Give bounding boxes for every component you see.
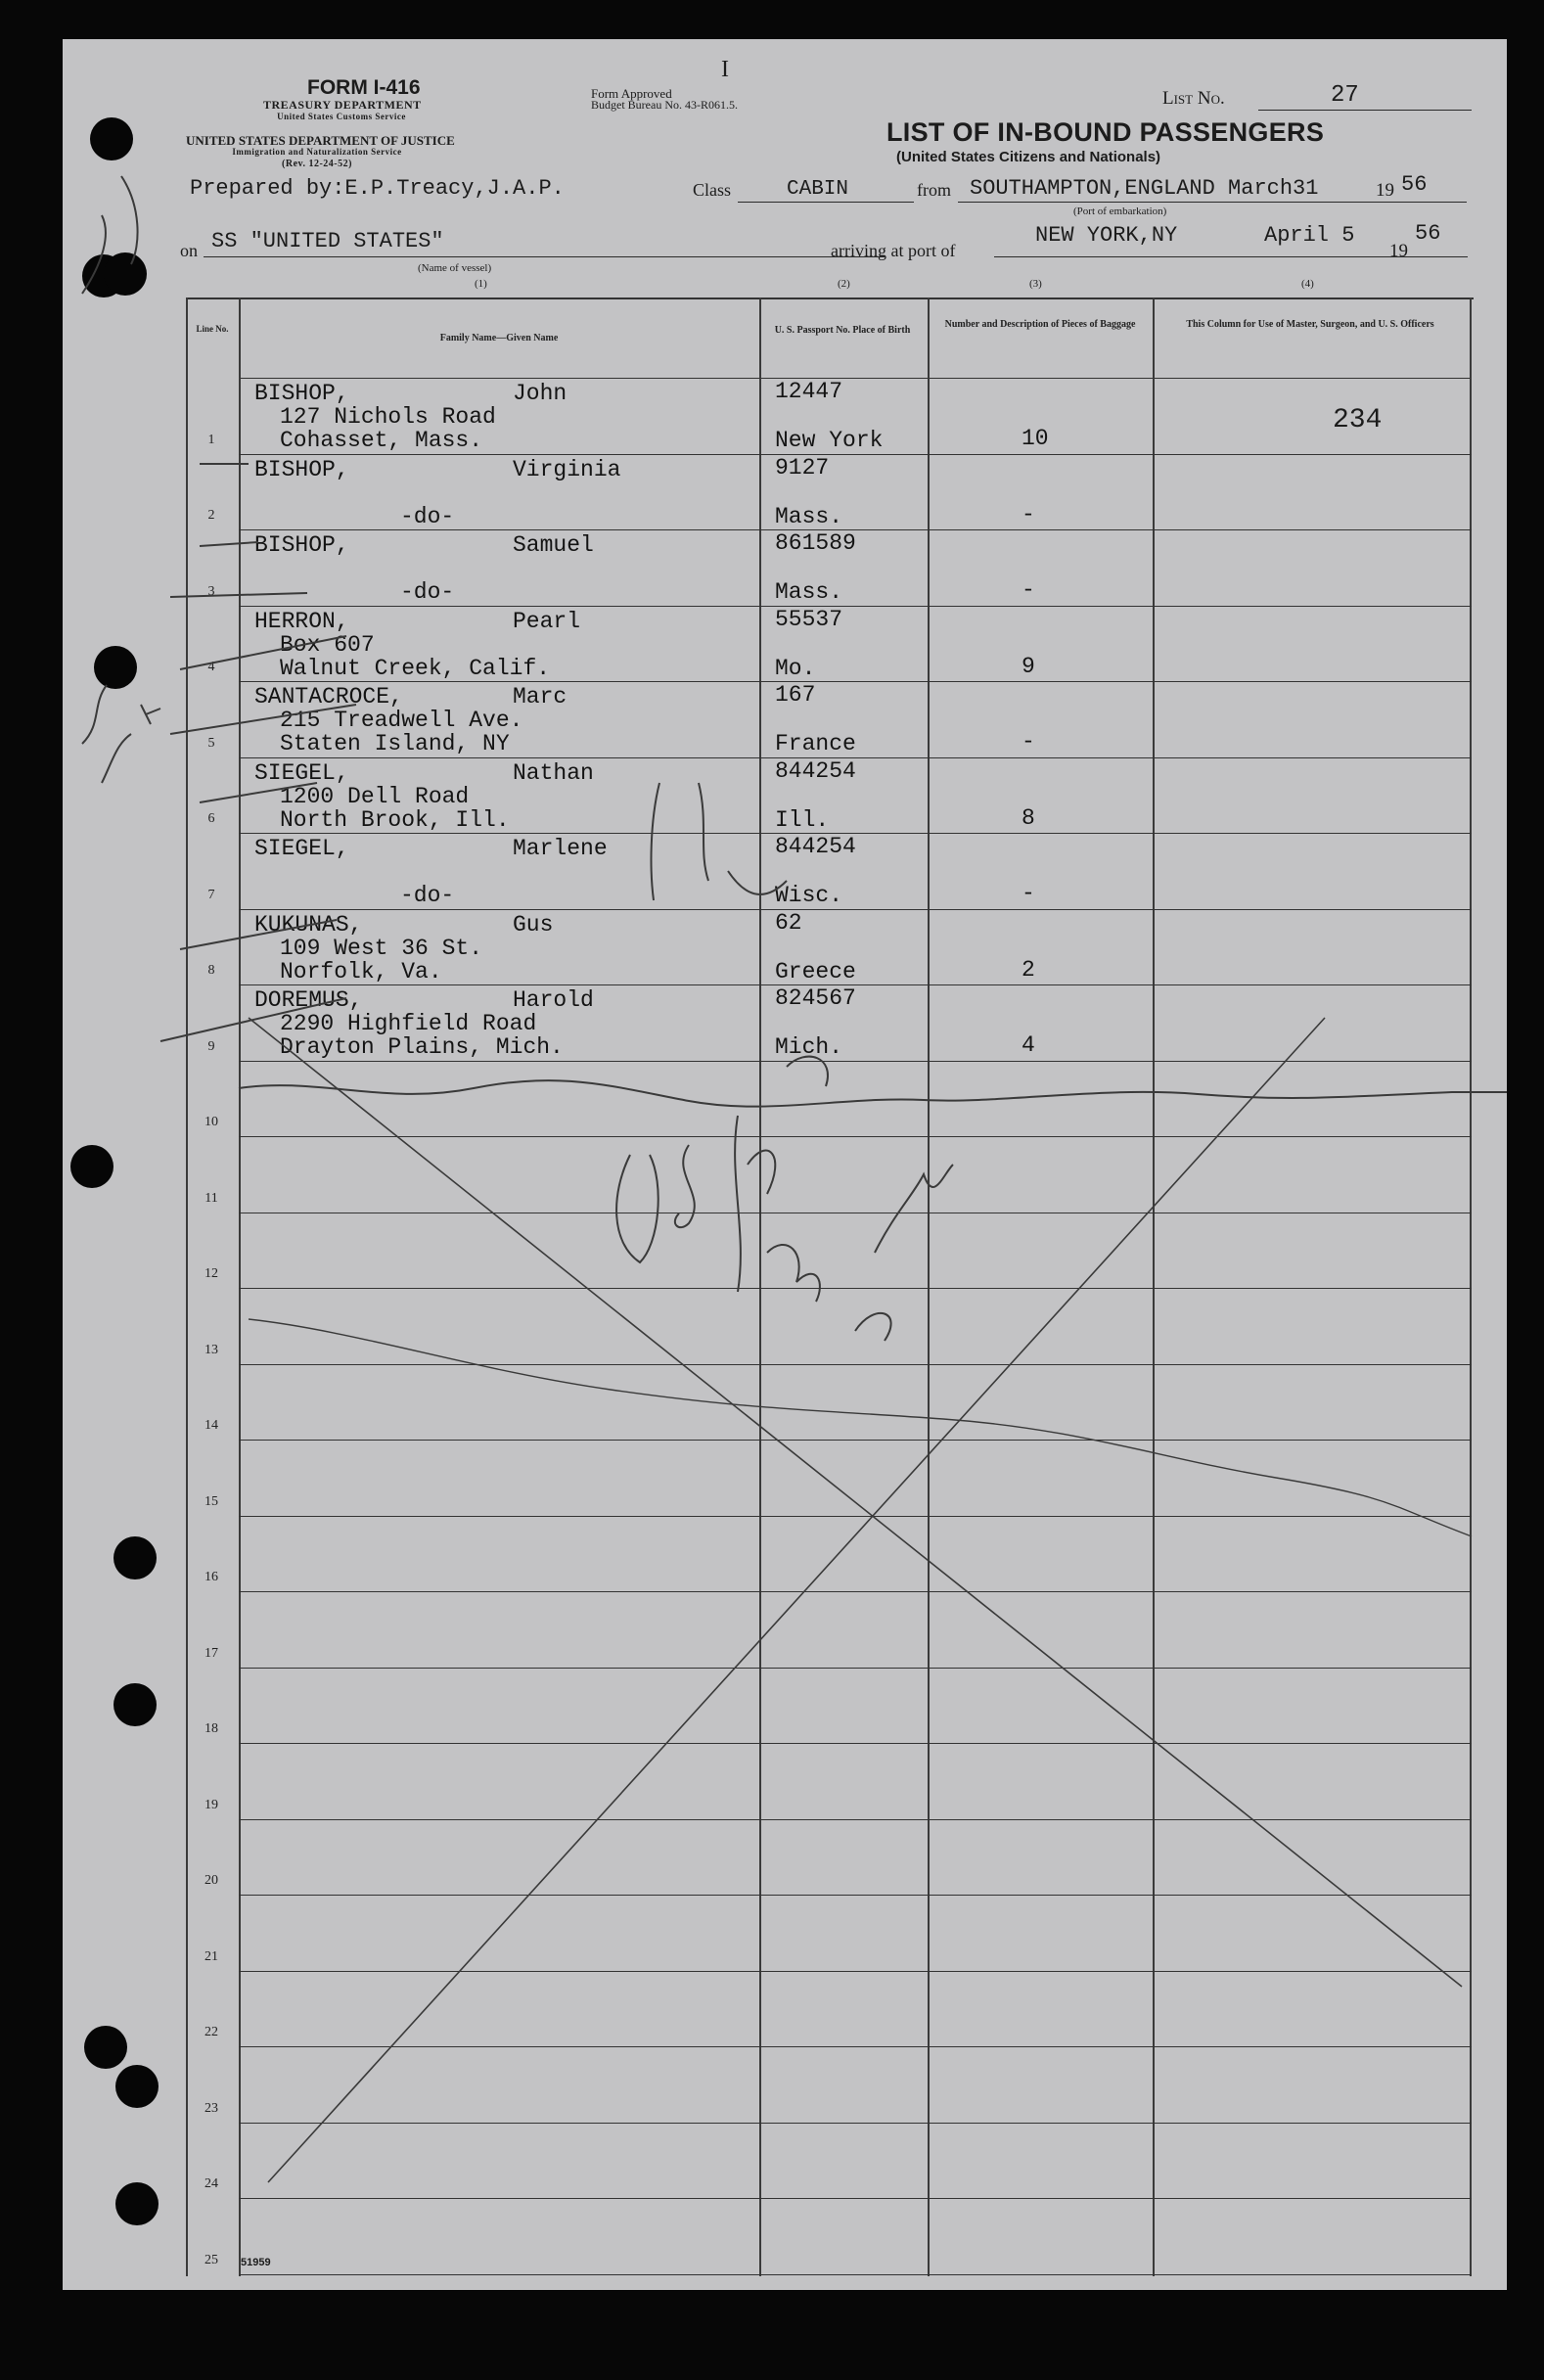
passport-number: 12447	[775, 379, 843, 404]
footer-code: 51959	[241, 2257, 271, 2268]
arrival-year: 56	[1415, 221, 1441, 246]
col-number-4: (4)	[1301, 278, 1314, 290]
from-label: from	[917, 180, 951, 200]
from-year-prefix: 19	[1376, 180, 1394, 201]
col-header-baggage: Number and Description of Pieces of Baggage	[944, 319, 1136, 330]
passport-number: 824567	[775, 985, 856, 1011]
line-number: 21	[204, 1948, 218, 1964]
line-number: 11	[204, 1190, 218, 1206]
line-number: 2	[207, 508, 215, 523]
col-number-1: (1)	[475, 278, 487, 290]
handwritten-marks	[63, 39, 1507, 2290]
line-number: 22	[204, 2025, 218, 2039]
list-no-label: List No.	[1162, 88, 1225, 109]
passenger-family-name: SANTACROCE,	[254, 684, 403, 709]
place-of-birth: Wisc.	[775, 883, 843, 908]
passenger-address-line-1: Box 607	[280, 631, 375, 658]
passenger-address-line-2: Staten Island, NY	[280, 731, 510, 756]
line-number: 9	[207, 1038, 215, 1054]
top-mark: I	[721, 57, 729, 82]
col-number-2: (2)	[838, 278, 850, 290]
passport-number: 844254	[775, 757, 856, 784]
place-of-birth: New York	[775, 428, 884, 453]
line-number: 10	[204, 1115, 218, 1129]
class-label: Class	[693, 180, 732, 200]
passenger-given-name: Samuel	[513, 532, 594, 558]
from-value: SOUTHAMPTON,ENGLAND March31	[970, 176, 1319, 201]
from-year: 56	[1401, 172, 1428, 197]
baggage-count: 10	[1022, 426, 1049, 451]
passenger-given-name: Marc	[513, 684, 568, 709]
line-number: 6	[207, 811, 215, 826]
line-number: 15	[204, 1493, 218, 1509]
baggage-count: -	[1022, 729, 1035, 755]
passenger-given-name: Harold	[513, 987, 594, 1013]
passenger-address-line-2: -do-	[400, 883, 455, 908]
list-no-value: 27	[1331, 82, 1359, 109]
passenger-given-name: John	[513, 381, 568, 406]
passenger-family-name: BISHOP,	[254, 456, 349, 482]
line-number: 24	[204, 2176, 218, 2191]
form-revision: (Rev. 12-24-52)	[282, 159, 352, 169]
baggage-count: -	[1022, 881, 1035, 906]
passenger-address-line-2: Norfolk, Va.	[280, 958, 442, 984]
place-of-birth: Ill.	[775, 806, 830, 833]
department-line-1: TREASURY DEPARTMENT	[263, 98, 422, 112]
passenger-address-line-2: North Brook, Ill.	[280, 806, 510, 833]
port-embarkation-caption: (Port of embarkation)	[1073, 206, 1167, 217]
passenger-address-line-2: -do-	[400, 503, 455, 529]
passenger-family-name: DOREMUS,	[254, 987, 363, 1013]
passenger-address-line-1: 1200 Dell Road	[280, 783, 470, 809]
place-of-birth: Mich.	[775, 1034, 843, 1060]
passenger-address-line-1: 2290 Highfield Road	[280, 1011, 537, 1036]
col-header-passport: U. S. Passport No. Place of Birth	[774, 325, 911, 336]
passenger-address-line-2: -do-	[400, 579, 455, 605]
line-number: 17	[204, 1645, 218, 1661]
passenger-family-name: SIEGEL,	[254, 759, 349, 786]
officer-note: 234	[1333, 405, 1383, 435]
arrival-port: NEW YORK,NY	[1035, 223, 1178, 248]
line-number: 1	[207, 432, 215, 447]
passport-number: 55537	[775, 606, 843, 632]
line-number: 18	[204, 1721, 218, 1736]
line-number: 20	[204, 1873, 218, 1888]
passport-number: 62	[775, 909, 802, 936]
line-number: 3	[207, 583, 215, 599]
form-title: LIST OF IN-BOUND PASSENGERS	[886, 117, 1325, 147]
col-header-name: Family Name—Given Name	[439, 333, 559, 343]
baggage-count: 2	[1022, 956, 1035, 983]
place-of-birth: Mass.	[775, 579, 843, 605]
line-number: 16	[204, 1570, 218, 1584]
line-number: 25	[204, 2252, 218, 2267]
department-line-4: Immigration and Naturalization Service	[232, 147, 402, 157]
line-number: 7	[207, 887, 215, 902]
form-page	[63, 39, 1507, 2290]
on-label: on	[180, 241, 198, 260]
passenger-address-line-1: 127 Nichols Road	[280, 404, 496, 430]
place-of-birth: Greece	[775, 958, 856, 984]
department-line-3: UNITED STATES DEPARTMENT OF JUSTICE	[186, 133, 455, 148]
line-number: 8	[207, 963, 215, 978]
passport-number: 9127	[775, 454, 830, 481]
approval-line-1: Form Approved	[591, 86, 672, 101]
vessel-caption: (Name of vessel)	[418, 262, 492, 274]
line-number: 19	[204, 1797, 218, 1812]
arriving-label: arriving at port of	[831, 241, 956, 260]
passenger-given-name: Virginia	[513, 456, 621, 482]
passenger-given-name: Nathan	[513, 759, 594, 786]
approval-line-2: Budget Bureau No. 43-R061.5.	[591, 98, 738, 112]
class-value: CABIN	[787, 178, 849, 201]
passenger-family-name: BISHOP,	[254, 381, 349, 406]
baggage-count: 8	[1022, 804, 1035, 831]
baggage-count: 4	[1022, 1032, 1035, 1058]
passenger-given-name: Marlene	[513, 836, 608, 861]
line-number: 12	[204, 1266, 218, 1281]
col-header-line-no: Line No.	[196, 324, 229, 334]
line-number: 5	[207, 735, 215, 751]
line-number: 13	[204, 1342, 218, 1357]
form-number: FORM I-416	[307, 76, 421, 99]
arrival-year-prefix: 19	[1389, 241, 1408, 261]
baggage-count: 9	[1022, 653, 1035, 679]
passenger-given-name: Pearl	[513, 608, 581, 634]
passenger-address-line-1: 215 Treadwell Ave.	[280, 708, 523, 733]
col-number-3: (3)	[1029, 278, 1042, 290]
place-of-birth: Mo.	[775, 655, 816, 681]
line-number: 23	[204, 2100, 218, 2116]
department-line-2: United States Customs Service	[277, 112, 406, 121]
baggage-count: -	[1022, 577, 1035, 603]
line-number: 14	[204, 1418, 218, 1433]
passport-number: 844254	[775, 834, 856, 859]
arrival-date: April 5	[1264, 223, 1355, 248]
place-of-birth: Mass.	[775, 503, 843, 529]
passenger-address-line-2: Cohasset, Mass.	[280, 428, 483, 453]
line-number: 4	[207, 660, 215, 674]
baggage-count: -	[1022, 501, 1035, 527]
passport-number: 861589	[775, 530, 856, 556]
passenger-address-line-1: 109 West 36 St.	[280, 935, 483, 961]
place-of-birth: France	[775, 731, 856, 756]
passenger-family-name: SIEGEL,	[254, 836, 349, 861]
prepared-by: Prepared by:E.P.Treacy,J.A.P.	[190, 176, 565, 201]
passenger-address-line-2: Walnut Creek, Calif.	[280, 655, 551, 681]
passenger-family-name: HERRON,	[254, 608, 349, 634]
passport-number: 167	[775, 682, 816, 708]
passenger-family-name: BISHOP,	[254, 532, 349, 558]
passenger-given-name: Gus	[513, 911, 554, 938]
vessel-name: SS "UNITED STATES"	[211, 229, 444, 253]
passenger-address-line-2: Drayton Plains, Mich.	[280, 1034, 564, 1060]
col-header-officers: This Column for Use of Master, Surgeon, and U. S. Officers	[1186, 319, 1434, 330]
form-subtitle: (United States Citizens and Nationals)	[896, 149, 1161, 165]
passenger-family-name: KUKUNAS,	[254, 911, 363, 938]
